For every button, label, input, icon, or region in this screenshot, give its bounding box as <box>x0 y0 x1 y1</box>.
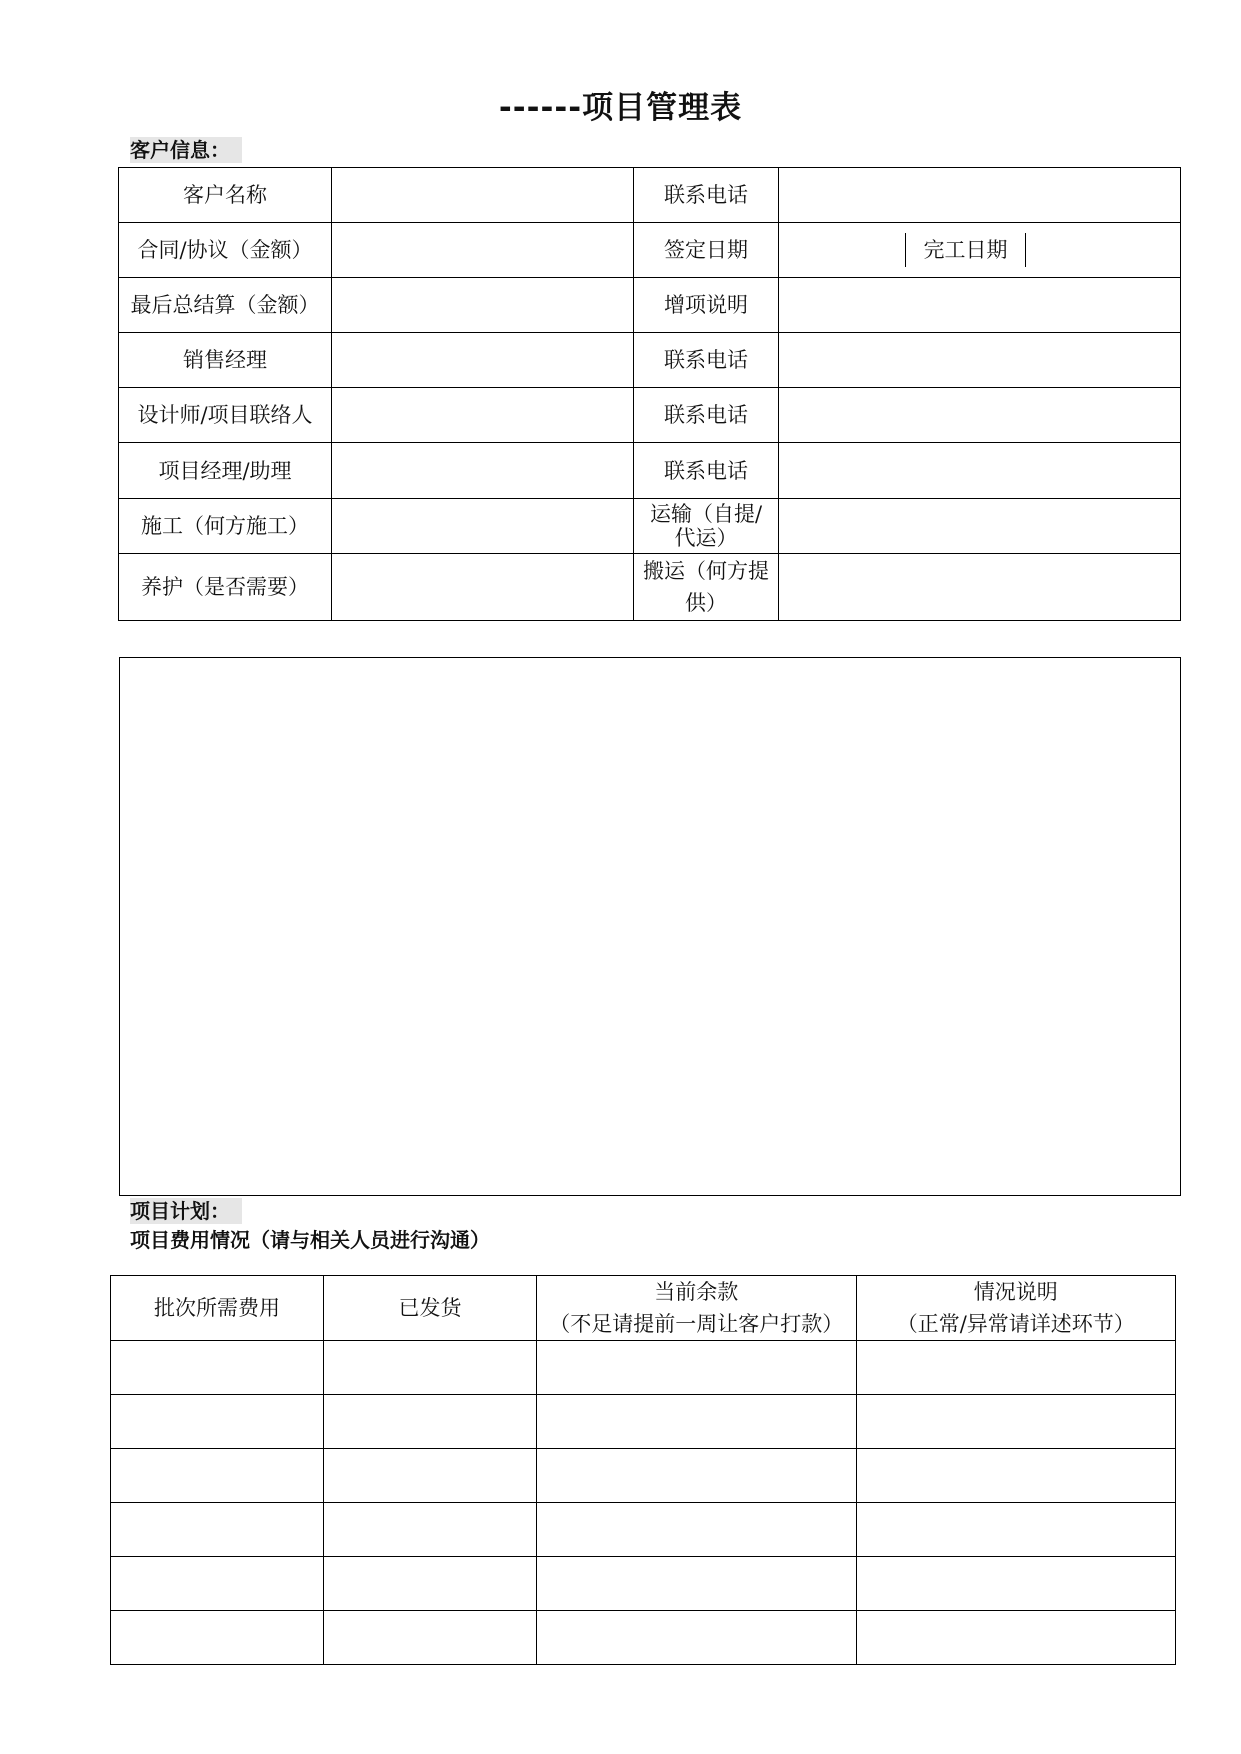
handling-field[interactable] <box>779 554 1181 621</box>
transport-label-line1: 运输（自提/ <box>649 502 763 526</box>
customer-phone-field[interactable] <box>779 168 1181 223</box>
column-header-batch-cost: 批次所需费用 <box>111 1276 324 1341</box>
sales-manager-field[interactable] <box>332 333 634 388</box>
sign-date-field[interactable] <box>779 233 906 267</box>
designer-phone-label: 联系电话 <box>634 388 779 443</box>
table-row <box>119 388 1181 443</box>
status-note-cell[interactable] <box>856 1611 1176 1665</box>
status-header-line1: 情况说明 <box>973 1280 1058 1304</box>
shipped-cell[interactable] <box>324 1395 537 1449</box>
shipped-cell[interactable] <box>324 1557 537 1611</box>
column-header-balance <box>537 1276 857 1341</box>
table-row <box>111 1557 1176 1611</box>
completion-date-field[interactable] <box>1026 233 1180 267</box>
construction-field[interactable] <box>332 499 634 554</box>
project-cost-table <box>110 1275 1176 1665</box>
table-row <box>119 333 1181 388</box>
balance-cell[interactable] <box>537 1341 857 1395</box>
batch-cost-cell[interactable] <box>111 1611 324 1665</box>
table-row <box>111 1395 1176 1449</box>
status-note-cell[interactable] <box>856 1557 1176 1611</box>
batch-cost-cell[interactable] <box>111 1503 324 1557</box>
construction-label: 施工（何方施工） <box>119 499 332 554</box>
additions-note-label: 增项说明 <box>634 278 779 333</box>
batch-cost-cell[interactable] <box>111 1395 324 1449</box>
balance-cell[interactable] <box>537 1449 857 1503</box>
status-note-cell[interactable] <box>856 1449 1176 1503</box>
designer-phone-field[interactable] <box>779 388 1181 443</box>
designer-label: 设计师/项目联络人 <box>119 388 332 443</box>
project-cost-label: 项目费用情况（请与相关人员进行沟通） <box>130 1228 490 1252</box>
table-row <box>111 1341 1176 1395</box>
table-row <box>111 1503 1176 1557</box>
sales-manager-phone-label: 联系电话 <box>634 333 779 388</box>
final-settlement-label: 最后总结算（金额） <box>119 278 332 333</box>
balance-cell[interactable] <box>537 1395 857 1449</box>
balance-cell[interactable] <box>537 1503 857 1557</box>
transport-label-line2: 代运） <box>674 526 738 550</box>
batch-cost-cell[interactable] <box>111 1557 324 1611</box>
completion-date-label: 完工日期 <box>906 233 1026 267</box>
customer-phone-label: 联系电话 <box>634 168 779 223</box>
maintenance-label: 养护（是否需要） <box>119 554 332 621</box>
final-settlement-field[interactable] <box>332 278 634 333</box>
sales-manager-phone-field[interactable] <box>779 333 1181 388</box>
project-plan-label: 项目计划： <box>130 1198 242 1224</box>
project-manager-phone-label: 联系电话 <box>634 443 779 499</box>
transport-field[interactable] <box>779 499 1181 554</box>
customer-info-table <box>118 167 1181 621</box>
shipped-cell[interactable] <box>324 1341 537 1395</box>
designer-field[interactable] <box>332 388 634 443</box>
customer-info-label: 客户信息： <box>130 137 242 163</box>
status-note-cell[interactable] <box>856 1395 1176 1449</box>
page-title: ------项目管理表 <box>498 90 743 126</box>
balance-header-line2: （不足请提前一周让客户打款） <box>549 1312 844 1336</box>
table-row <box>119 554 1181 621</box>
sales-manager-label: 销售经理 <box>119 333 332 388</box>
batch-cost-cell[interactable] <box>111 1341 324 1395</box>
shipped-cell[interactable] <box>324 1503 537 1557</box>
balance-cell[interactable] <box>537 1611 857 1665</box>
table-row <box>111 1611 1176 1665</box>
table-row <box>111 1449 1176 1503</box>
handling-label-line2: 供） <box>685 591 727 615</box>
customer-name-label: 客户名称 <box>119 168 332 223</box>
table-row <box>119 168 1181 223</box>
customer-name-field[interactable] <box>332 168 634 223</box>
shipped-cell[interactable] <box>324 1449 537 1503</box>
status-note-cell[interactable] <box>856 1341 1176 1395</box>
handling-label <box>634 554 779 621</box>
project-manager-label: 项目经理/助理 <box>119 443 332 499</box>
table-header-row <box>111 1276 1176 1341</box>
handling-label-line1: 搬运（何方提 <box>643 559 769 583</box>
date-group-cell <box>779 223 1181 278</box>
table-row <box>119 223 1181 278</box>
notes-area[interactable] <box>119 657 1181 1196</box>
balance-header-line1: 当前余款 <box>654 1280 739 1304</box>
maintenance-field[interactable] <box>332 554 634 621</box>
transport-label <box>634 499 779 554</box>
column-header-shipped: 已发货 <box>324 1276 537 1341</box>
status-header-line2: （正常/异常请详述环节） <box>896 1312 1135 1336</box>
project-manager-field[interactable] <box>332 443 634 499</box>
column-header-status-note <box>856 1276 1176 1341</box>
sign-date-label: 签定日期 <box>634 223 779 278</box>
contract-amount-label: 合同/协议（金额） <box>119 223 332 278</box>
batch-cost-cell[interactable] <box>111 1449 324 1503</box>
additions-note-field[interactable] <box>779 278 1181 333</box>
table-row <box>119 443 1181 499</box>
shipped-cell[interactable] <box>324 1611 537 1665</box>
table-row <box>119 499 1181 554</box>
project-manager-phone-field[interactable] <box>779 443 1181 499</box>
contract-amount-field[interactable] <box>332 223 634 278</box>
table-row <box>119 278 1181 333</box>
status-note-cell[interactable] <box>856 1503 1176 1557</box>
balance-cell[interactable] <box>537 1557 857 1611</box>
